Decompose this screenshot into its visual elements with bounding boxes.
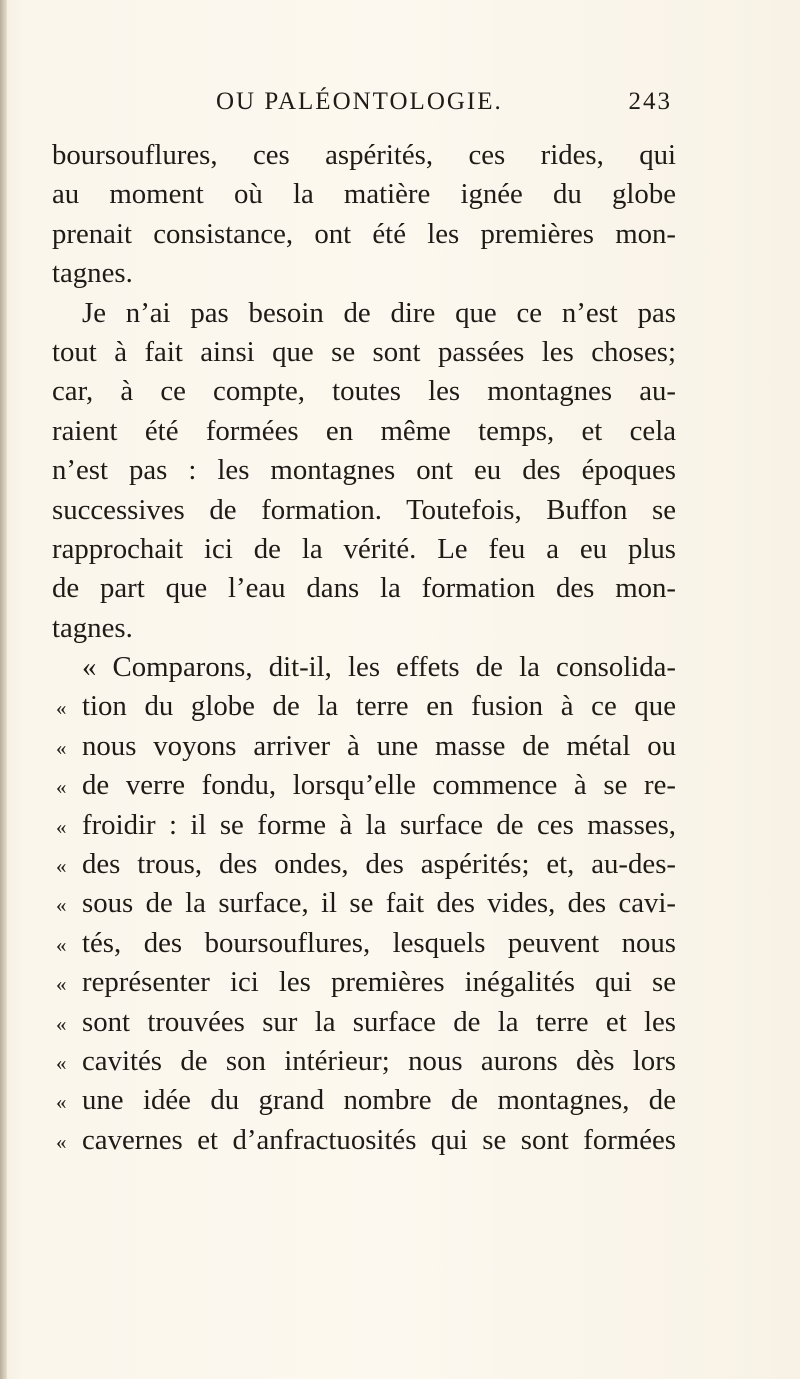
quote-line-text: tion du globe de la terre en fusion à ce que	[82, 690, 676, 723]
quote-line-text: sont trouvées sur la surface de la terre et les	[82, 1005, 676, 1038]
quote-mark: «	[56, 972, 67, 997]
quote-line-text: représenter ici les premières inégalités qui se	[82, 966, 676, 999]
quote-line-text: sous de la surface, il se fait des vides, des cavi-	[82, 887, 676, 920]
quote-line-text: tés, des boursouflures, lesquels peuvent nous	[82, 926, 676, 959]
quote-mark: «	[56, 854, 67, 879]
text-line: rapprochait ici de la vérité. Le feu a eu plus	[52, 532, 676, 565]
quote-mark: «	[56, 893, 67, 918]
text-line: tagnes.	[52, 611, 133, 644]
text-line: raient été formées en même temps, et cela	[52, 414, 676, 447]
quote-mark: «	[56, 775, 67, 800]
quote-line	[52, 1003, 676, 1042]
quote-line	[52, 806, 676, 845]
page-header	[216, 88, 672, 122]
quote-line-text: nous voyons arriver à une masse de métal ou	[82, 729, 676, 762]
text-line: de part que l’eau dans la formation des mon-	[52, 572, 676, 605]
quote-mark: «	[56, 1090, 67, 1115]
text-line: successives de formation. Toutefois, Buffon se	[52, 493, 676, 526]
text-line: boursouflures, ces aspérités, ces rides, qui	[52, 139, 676, 171]
quote-line	[52, 963, 676, 1002]
quote-mark: «	[56, 1050, 67, 1075]
text-line: Je n’ai pas besoin de dire que ce n’est pas	[82, 296, 676, 329]
quote-line	[52, 884, 676, 923]
quote-line	[52, 1081, 676, 1120]
quote-line-text: cavités de son intérieur; nous aurons dès lors	[82, 1044, 676, 1077]
text-line: au moment où la matière ignée du globe	[52, 178, 676, 211]
text-line: tout à fait ainsi que se sont passées les choses;	[52, 335, 676, 368]
quote-line-text: froidir : il se forme à la surface de ces masses,	[82, 808, 676, 841]
quote-line	[52, 727, 676, 766]
text-line: car, à ce compte, toutes les montagnes au-	[52, 375, 676, 408]
quote-mark: «	[56, 1129, 67, 1154]
quote-mark: «	[56, 1011, 67, 1036]
page-spine-edge	[0, 0, 7, 1379]
quote-mark: «	[56, 814, 67, 839]
quote-line	[52, 1121, 676, 1160]
page-number: 243	[628, 88, 672, 115]
quote-line	[52, 845, 676, 884]
quote-line-text: de verre fondu, lorsqu’elle commence à se re-	[82, 769, 676, 802]
quote-line-text: cavernes et d’anfractuosités qui se sont formées	[82, 1123, 676, 1156]
quote-mark: «	[56, 696, 67, 721]
quote-line-text: une idée du grand nombre de montagnes, de	[82, 1084, 676, 1117]
quote-mark: «	[56, 932, 67, 957]
text-line: tagnes.	[52, 257, 133, 290]
body-text	[52, 136, 676, 1160]
quote-line: « Comparons, dit-il, les effets de la consolida-	[82, 651, 676, 684]
running-title: OU PALÉONTOLOGIE.	[216, 88, 503, 115]
quote-line	[52, 687, 676, 726]
quote-line	[52, 766, 676, 805]
text-line: prenait consistance, ont été les premières mon-	[52, 217, 676, 250]
quote-line	[52, 1042, 676, 1081]
quote-line	[52, 924, 676, 963]
quote-mark: «	[56, 735, 67, 760]
quote-line-text: des trous, des ondes, des aspérités; et, au-des-	[82, 848, 676, 881]
text-line: n’est pas : les montagnes ont eu des époques	[52, 454, 676, 487]
